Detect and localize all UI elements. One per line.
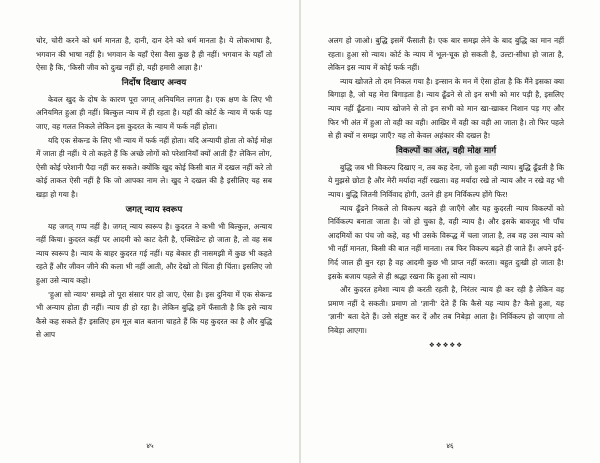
- paragraph: यदि एक सेकन्ड के लिए भी न्याय में फर्क नहीं होता। यदि अन्यायी होता तो कोई मोक्ष में जाता ही नहीं। ये तो कहते हैं कि अच्छे लोगों को परेशानियाँ क्यों आती हैं? लेकिन लोग, ऐसी कोई परेशानी पैदा नहीं कर सकते। क्योंकि खुद कोई किसी बात में दखल नहीं करे तो कोई ताकत ऐसी नहीं है कि जो आपका नाम ले। खुद ने दखल की है इसीलिए यह सब खड़ा हो गया है।: [36, 135, 272, 199]
- paragraph: यह जगत् गप्प नहीं है। जगत् न्याय स्वरूप है। कुदरत ने कभी भी बिल्कुल, अन्याय नहीं किया। कुदरत कहीं पर आदमी को काट देती है, एक्सिडेन्ट हो जाता है, तो वह सब न्याय स्वरूप है। न्याय के बाहर कुदरत गई नहीं। यह बेकार ही नासमझी में कुछ भी कहते रहते हैं और जीवन जीने की कला भी नहीं आती, और देखो तो चिंता ही चिंता। इसलिए जो हुआ उसे न्याय कहो।: [36, 221, 272, 285]
- paragraph: अलग हो जाओ। बुद्धि इसमें फँसाती है। एक बार समझ लेने के बाद बुद्धि का मान नहीं रहता। हुआ सो न्याय। कोर्ट के न्याय में भूल-चूक हो सकती है, उल्टा-सीधा हो जाता है, लेकिन इस न्याय में कोई फर्क नहीं।: [328, 36, 564, 73]
- paragraph: 'हुआ सो न्याय' समझे तो पूरा संसार पार हो जाए, ऐसा है। इस दुनिया में एक सेकन्ड भी अन्याय होता ही नहीं। न्याय ही हो रहा है। लेकिन बुद्धि हमें फँसाती है कि इसे न्याय कैसे कह सकते हैं? इसलिए हम मूल बात बताना चाहते हैं कि यह कुदरत का है और बुद्धि से आप: [36, 289, 272, 340]
- page-number: ४५: [146, 442, 154, 450]
- section-heading: [328, 145, 564, 158]
- paragraph: न्याय ढूँढने निकले तो विकल्प बढ़ते ही जाएँगे और यह कुदरती न्याय विकल्पों को निर्विकल्प बनाता जाता है। जो हो चुका है, वही न्याय है। और इसके बावजूद भी पाँच आदमियों का पंच जो कहे, वह भी उसके विरूद्ध में चला जाता है, तब वह उस न्याय को भी नहीं मानता, किसी की बात नहीं मानता। तब फिर विकल्प बढ़ते ही जाते हैं। अपने इर्द-गिर्द जाल ही बुन रहा है वह आदमी कुछ भी प्राप्त नहीं करता। बहुत दुःखी हो जाता है! इसके बजाय पहले से ही श्रद्धा रखना कि हुआ सो न्याय।: [328, 203, 564, 281]
- paragraph: और कुदरत हमेशा न्याय ही करती रहती है, निरंतर न्याय ही कर रही है लेकिन वह प्रमाण नहीं दे सकती। प्रमाण तो 'ज्ञानी' देते हैं कि कैसे यह न्याय है? कैसे हुआ, यह 'ज्ञानी' बता देते हैं। उसे संतुष्ट कर दें और तब निबेड़ा आता है। निर्विकल्प हो जाएगा तो निबेड़ा आएगा।: [328, 285, 564, 335]
- ornament-divider: ❖❖❖❖❖: [428, 341, 464, 350]
- paragraph: केवल खुद के दोष के कारण पूरा जगत् अनियमित लगता है। एक क्षण के लिए भी अनियमित हुआ ही नहीं। बिल्कुल न्याय में ही रहता है। यहाँ की कोर्ट के न्याय में फर्क पड़ जाए, वह गलत निकले लेकिन इस कुदरत के न्याय में फर्क नहीं होता।: [36, 94, 272, 131]
- page-number: ४६: [446, 442, 454, 450]
- paragraph: बुद्धि जब भी विकल्प दिखाए न, तब कह देना, जो हुआ वही न्याय। बुद्धि ढूँढती है कि ये मुझसे छोटा है और मेरी मर्यादा नहीं रखता। वह मर्यादा रखे तो न्याय और न रखे वह भी न्याय। बुद्धि जितनी निर्विवाद होगी, उतने ही हम निर्विकल्प होंगे फिर!: [328, 162, 564, 199]
- highlighted-heading-text: विकल्पों का अंत, वही मोक्ष मार्ग: [395, 145, 497, 156]
- section-heading: जगत् न्याय स्वरूप: [125, 204, 183, 215]
- section-heading: निर्दोष दिखाए अन्वय: [121, 77, 187, 88]
- paragraph: न्याय खोजते तो दम निकल गया है। इन्सान के मन में ऐसा होता है कि मैंने इसका क्या बिगाड़ा है, जो यह मेरा बिगाड़ता है। न्याय ढूँढने से तो इन सभी को मार पड़ी है, इसलिए न्याय नहीं ढूँढना। न्याय खोजने से तो इन सभी को मान खा-खाकर निशान पड़ गए और फिर भी अंत में हुआ तो वही का वही। आखिर में वही का वही आ जाता है। तो फिर पहले से ही क्यों न समझ जाएँ? यह तो केवल अहंकार की दखल है!: [328, 76, 564, 141]
- paragraph: चोर, चोरी करने को धर्म मानता है, दानी, दान देने को धर्म मानता है। ये लोकभाषा है, भगवान की भाषा नहीं है। भगवान के यहाँ ऐसा वैसा कुछ है ही नहीं। भगवान के यहाँ तो ऐसा है कि, 'किसी जीव को दुःख नहीं हो, यही हमारी आज्ञा है।': [36, 36, 272, 73]
- right-page: [300, 0, 600, 463]
